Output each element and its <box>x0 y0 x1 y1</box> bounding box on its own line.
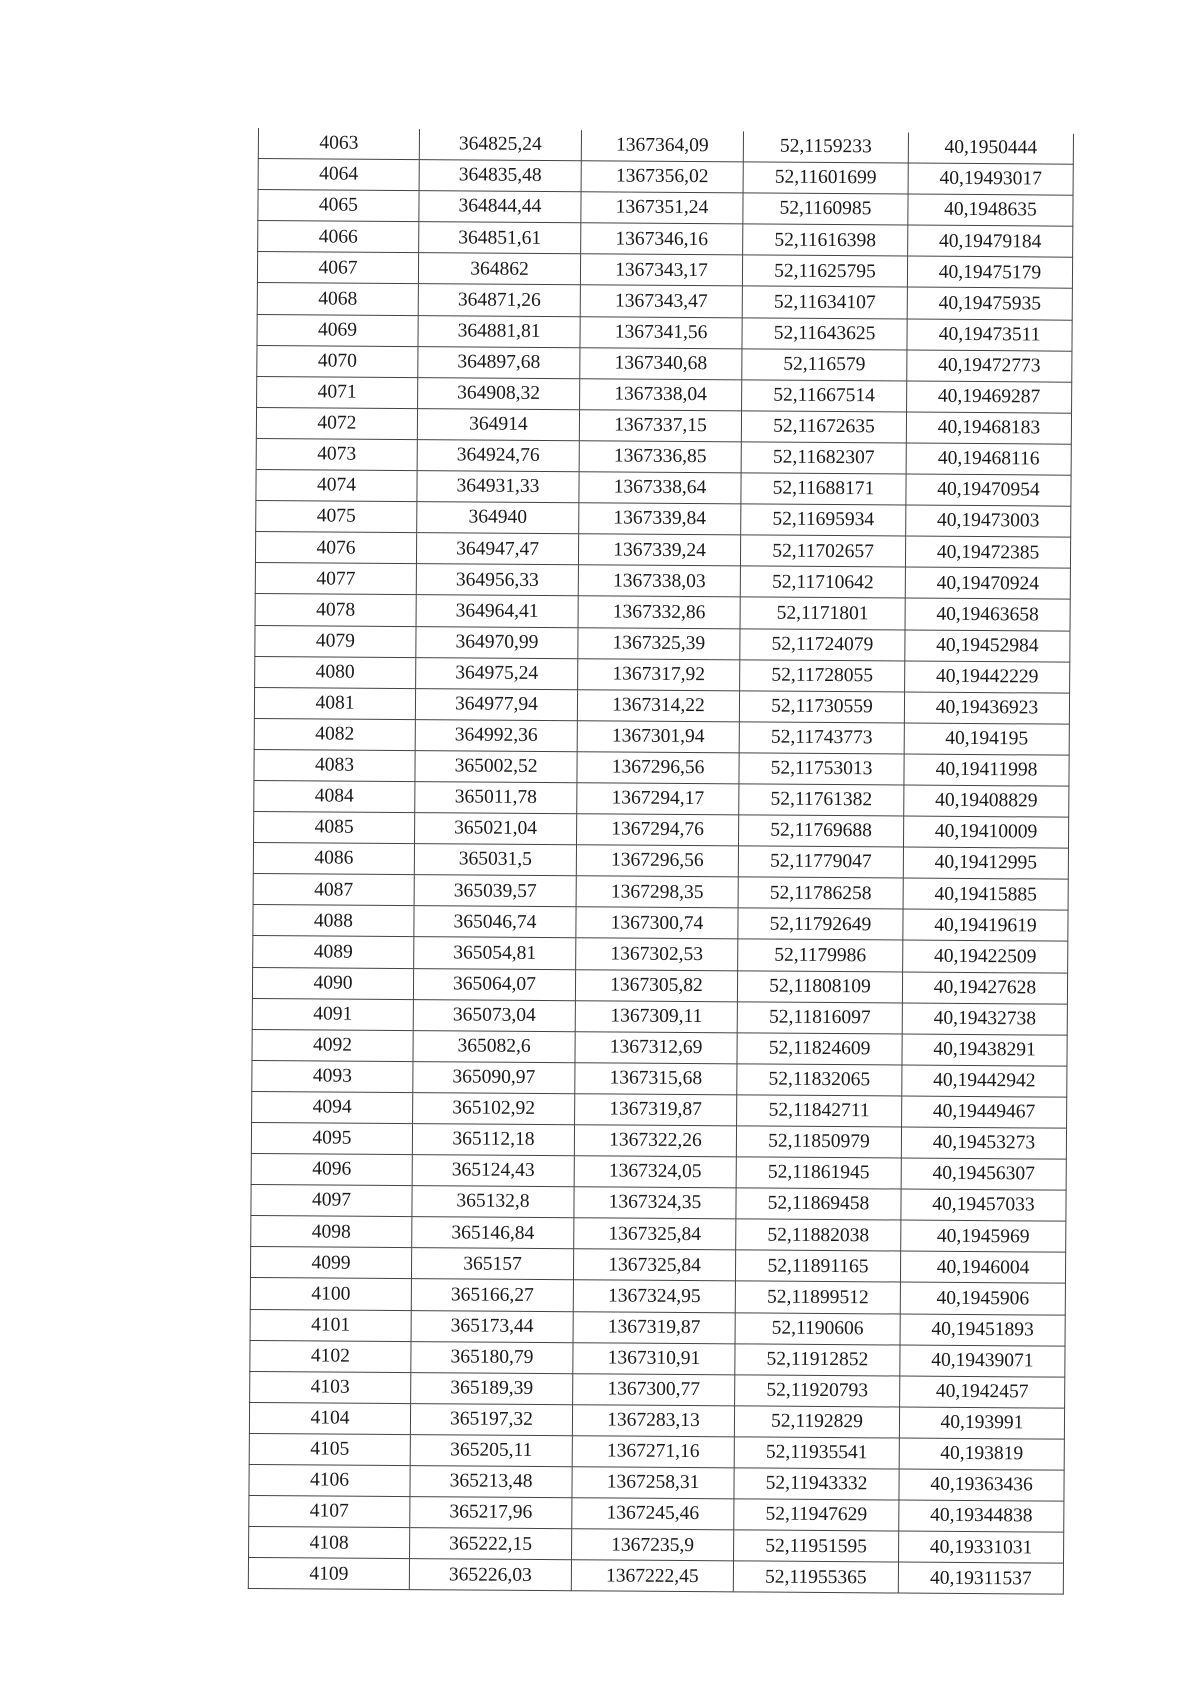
y-coordinate-cell: 1367317,92 <box>578 658 740 690</box>
y-coordinate-cell: 1367319,87 <box>575 1094 737 1126</box>
y-coordinate-cell: 1367324,95 <box>573 1280 735 1312</box>
point-number-cell: 4085 <box>254 812 415 844</box>
latitude-cell: 52,11753013 <box>739 753 904 785</box>
longitude-cell: 40,19493017 <box>908 163 1073 195</box>
latitude-cell: 52,11899512 <box>735 1281 900 1313</box>
longitude-cell: 40,19415885 <box>903 878 1068 910</box>
y-coordinate-cell: 1367356,02 <box>581 161 743 193</box>
point-number-cell: 4095 <box>251 1122 412 1154</box>
latitude-cell: 52,11625795 <box>742 255 907 287</box>
y-coordinate-cell: 1367258,31 <box>572 1467 734 1499</box>
y-coordinate-cell: 1367312,69 <box>575 1031 737 1063</box>
latitude-cell: 52,11842711 <box>737 1095 902 1127</box>
y-coordinate-cell: 1367305,82 <box>575 969 737 1001</box>
x-coordinate-cell: 365217,96 <box>410 1497 572 1529</box>
point-number-cell: 4105 <box>249 1433 410 1465</box>
longitude-cell: 40,19468116 <box>906 443 1071 475</box>
point-number-cell: 4076 <box>255 532 416 564</box>
x-coordinate-cell: 365112,18 <box>412 1124 574 1156</box>
latitude-cell: 52,11728055 <box>740 659 905 691</box>
point-number-cell: 4099 <box>250 1247 411 1279</box>
y-coordinate-cell: 1367341,56 <box>580 316 742 348</box>
x-coordinate-cell: 365082,6 <box>413 1030 575 1062</box>
latitude-cell: 52,11779047 <box>738 846 903 878</box>
longitude-cell: 40,19475935 <box>907 288 1072 320</box>
longitude-cell: 40,19479184 <box>908 225 1073 257</box>
y-coordinate-cell: 1367324,05 <box>574 1156 736 1188</box>
latitude-cell: 52,1160985 <box>743 193 908 225</box>
y-coordinate-cell: 1367336,85 <box>579 441 741 473</box>
x-coordinate-cell: 364970,99 <box>416 626 578 658</box>
latitude-cell: 52,1171801 <box>740 597 905 629</box>
longitude-cell: 40,19456307 <box>901 1158 1066 1190</box>
y-coordinate-cell: 1367325,39 <box>578 627 740 659</box>
coordinates-table <box>248 128 1074 1595</box>
x-coordinate-cell: 365073,04 <box>413 999 575 1031</box>
x-coordinate-cell: 365064,07 <box>413 968 575 1000</box>
point-number-cell: 4074 <box>256 470 417 502</box>
latitude-cell: 52,11634107 <box>742 286 907 318</box>
latitude-cell: 52,11672635 <box>741 411 906 443</box>
latitude-cell: 52,11667514 <box>742 380 907 412</box>
x-coordinate-cell: 365213,48 <box>410 1466 572 1498</box>
longitude-cell: 40,19457033 <box>901 1189 1066 1221</box>
latitude-cell: 52,11724079 <box>740 628 905 660</box>
latitude-cell: 52,11891165 <box>735 1250 900 1282</box>
point-number-cell: 4077 <box>255 563 416 595</box>
latitude-cell: 52,1179986 <box>738 939 903 971</box>
point-number-cell: 4090 <box>252 967 413 999</box>
y-coordinate-cell: 1367322,26 <box>574 1125 736 1157</box>
longitude-cell: 40,193819 <box>899 1438 1064 1470</box>
x-coordinate-cell: 365124,43 <box>412 1155 574 1187</box>
point-number-cell: 4100 <box>250 1278 411 1310</box>
y-coordinate-cell: 1367235,9 <box>572 1529 734 1561</box>
longitude-cell: 40,19472773 <box>907 350 1072 382</box>
latitude-cell: 52,11688171 <box>741 473 906 505</box>
longitude-cell: 40,19363436 <box>899 1469 1064 1501</box>
y-coordinate-cell: 1367245,46 <box>572 1498 734 1530</box>
point-number-cell: 4064 <box>258 159 419 191</box>
latitude-cell: 52,11643625 <box>742 317 907 349</box>
latitude-cell: 52,11769688 <box>738 815 903 847</box>
x-coordinate-cell: 365197,32 <box>410 1403 572 1435</box>
x-coordinate-cell: 365226,03 <box>409 1559 571 1591</box>
latitude-cell: 52,11935541 <box>734 1437 899 1469</box>
point-number-cell: 4107 <box>249 1496 410 1528</box>
latitude-cell: 52,11695934 <box>741 504 906 536</box>
longitude-cell: 40,19473003 <box>906 505 1071 537</box>
point-number-cell: 4106 <box>249 1465 410 1497</box>
latitude-cell: 52,11730559 <box>739 691 904 723</box>
latitude-cell: 52,11920793 <box>735 1375 900 1407</box>
longitude-cell: 40,19436923 <box>904 692 1069 724</box>
longitude-cell: 40,19472385 <box>905 536 1070 568</box>
latitude-cell: 52,1159233 <box>743 131 908 163</box>
y-coordinate-cell: 1367338,64 <box>579 472 741 504</box>
table-row <box>248 1558 1063 1595</box>
x-coordinate-cell: 365054,81 <box>414 937 576 969</box>
y-coordinate-cell: 1367343,17 <box>580 254 742 286</box>
x-coordinate-cell: 365021,04 <box>415 813 577 845</box>
longitude-cell: 40,19410009 <box>903 816 1068 848</box>
point-number-cell: 4084 <box>254 780 415 812</box>
point-number-cell: 4088 <box>253 905 414 937</box>
x-coordinate-cell: 365132,8 <box>412 1186 574 1218</box>
x-coordinate-cell: 365189,39 <box>411 1372 573 1404</box>
longitude-cell: 40,19438291 <box>902 1034 1067 1066</box>
latitude-cell: 52,11786258 <box>738 877 903 909</box>
x-coordinate-cell: 364897,68 <box>418 346 580 378</box>
y-coordinate-cell: 1367294,76 <box>577 814 739 846</box>
x-coordinate-cell: 364975,24 <box>416 657 578 689</box>
point-number-cell: 4108 <box>249 1527 410 1559</box>
point-number-cell: 4104 <box>249 1402 410 1434</box>
longitude-cell: 40,1950444 <box>908 133 1073 165</box>
longitude-cell: 40,19439071 <box>900 1345 1065 1377</box>
point-number-cell: 4071 <box>257 376 418 408</box>
longitude-cell: 40,19422509 <box>903 940 1068 972</box>
document-page <box>248 128 1068 1595</box>
x-coordinate-cell: 365146,84 <box>412 1217 574 1249</box>
latitude-cell: 52,11702657 <box>740 535 905 567</box>
latitude-cell: 52,11869458 <box>736 1188 901 1220</box>
point-number-cell: 4066 <box>258 221 419 253</box>
point-number-cell: 4096 <box>251 1154 412 1186</box>
latitude-cell: 52,11743773 <box>739 722 904 754</box>
x-coordinate-cell: 365002,52 <box>415 750 577 782</box>
longitude-cell: 40,1946004 <box>900 1251 1065 1283</box>
x-coordinate-cell: 364947,47 <box>416 533 578 565</box>
y-coordinate-cell: 1367339,24 <box>578 534 740 566</box>
longitude-cell: 40,194195 <box>904 723 1069 755</box>
longitude-cell: 40,19408829 <box>904 785 1069 817</box>
latitude-cell: 52,11792649 <box>738 908 903 940</box>
point-number-cell: 4103 <box>250 1371 411 1403</box>
latitude-cell: 52,11955365 <box>733 1561 898 1593</box>
latitude-cell: 52,11761382 <box>739 784 904 816</box>
x-coordinate-cell: 365011,78 <box>415 782 577 814</box>
point-number-cell: 4086 <box>253 843 414 875</box>
longitude-cell: 40,19452984 <box>905 630 1070 662</box>
longitude-cell: 40,19463658 <box>905 598 1070 630</box>
y-coordinate-cell: 1367309,11 <box>575 1000 737 1032</box>
longitude-cell: 40,1942457 <box>900 1376 1065 1408</box>
point-number-cell: 4081 <box>254 687 415 719</box>
y-coordinate-cell: 1367283,13 <box>572 1405 734 1437</box>
x-coordinate-cell: 364844,44 <box>419 191 581 223</box>
x-coordinate-cell: 365046,74 <box>414 906 576 938</box>
y-coordinate-cell: 1367222,45 <box>571 1560 733 1592</box>
y-coordinate-cell: 1367338,04 <box>580 379 742 411</box>
point-number-cell: 4078 <box>255 594 416 626</box>
y-coordinate-cell: 1367302,53 <box>576 938 738 970</box>
point-number-cell: 4079 <box>255 625 416 657</box>
x-coordinate-cell: 364881,81 <box>418 315 580 347</box>
y-coordinate-cell: 1367343,47 <box>580 285 742 317</box>
x-coordinate-cell: 364914 <box>417 408 579 440</box>
x-coordinate-cell: 365102,92 <box>413 1093 575 1125</box>
x-coordinate-cell: 365090,97 <box>413 1061 575 1093</box>
x-coordinate-cell: 365180,79 <box>411 1341 573 1373</box>
longitude-cell: 40,19442229 <box>905 661 1070 693</box>
y-coordinate-cell: 1367314,22 <box>577 689 739 721</box>
coordinates-table-body <box>248 128 1073 1595</box>
latitude-cell: 52,11816097 <box>737 1001 902 1033</box>
longitude-cell: 40,19451893 <box>900 1314 1065 1346</box>
point-number-cell: 4087 <box>253 874 414 906</box>
y-coordinate-cell: 1367364,09 <box>581 130 743 162</box>
longitude-cell: 40,19470924 <box>905 567 1070 599</box>
longitude-cell: 40,19331031 <box>899 1531 1064 1563</box>
longitude-cell: 40,19453273 <box>901 1127 1066 1159</box>
x-coordinate-cell: 364924,76 <box>417 440 579 472</box>
y-coordinate-cell: 1367315,68 <box>575 1063 737 1095</box>
point-number-cell: 4070 <box>257 345 418 377</box>
point-number-cell: 4092 <box>252 1029 413 1061</box>
x-coordinate-cell: 364940 <box>417 502 579 534</box>
latitude-cell: 52,11850979 <box>736 1126 901 1158</box>
x-coordinate-cell: 364862 <box>418 253 580 285</box>
x-coordinate-cell: 364977,94 <box>415 688 577 720</box>
latitude-cell: 52,11808109 <box>737 970 902 1002</box>
point-number-cell: 4098 <box>251 1216 412 1248</box>
longitude-cell: 40,1945906 <box>900 1282 1065 1314</box>
latitude-cell: 52,11616398 <box>743 224 908 256</box>
y-coordinate-cell: 1367346,16 <box>581 223 743 255</box>
point-number-cell: 4075 <box>256 501 417 533</box>
y-coordinate-cell: 1367298,35 <box>576 876 738 908</box>
longitude-cell: 40,19427628 <box>902 972 1067 1004</box>
longitude-cell: 40,19442942 <box>902 1065 1067 1097</box>
x-coordinate-cell: 364956,33 <box>416 564 578 596</box>
latitude-cell: 52,1192829 <box>734 1406 899 1438</box>
longitude-cell: 40,19470954 <box>906 474 1071 506</box>
y-coordinate-cell: 1367319,87 <box>573 1311 735 1343</box>
y-coordinate-cell: 1367294,17 <box>577 783 739 815</box>
point-number-cell: 4109 <box>248 1558 409 1590</box>
point-number-cell: 4067 <box>257 252 418 284</box>
point-number-cell: 4101 <box>250 1309 411 1341</box>
y-coordinate-cell: 1367325,84 <box>573 1249 735 1281</box>
y-coordinate-cell: 1367332,86 <box>578 596 740 628</box>
x-coordinate-cell: 365205,11 <box>410 1435 572 1467</box>
latitude-cell: 52,11861945 <box>736 1157 901 1189</box>
latitude-cell: 52,11832065 <box>737 1064 902 1096</box>
y-coordinate-cell: 1367300,77 <box>573 1373 735 1405</box>
longitude-cell: 40,19411998 <box>904 754 1069 786</box>
point-number-cell: 4083 <box>254 749 415 781</box>
y-coordinate-cell: 1367296,56 <box>577 752 739 784</box>
point-number-cell: 4091 <box>252 998 413 1030</box>
longitude-cell: 40,1948635 <box>908 194 1073 226</box>
x-coordinate-cell: 365157 <box>411 1248 573 1280</box>
longitude-cell: 40,19311537 <box>898 1562 1063 1594</box>
point-number-cell: 4063 <box>258 128 419 160</box>
latitude-cell: 52,11824609 <box>737 1033 902 1065</box>
x-coordinate-cell: 364992,36 <box>415 719 577 751</box>
point-number-cell: 4068 <box>257 283 418 315</box>
x-coordinate-cell: 364835,48 <box>419 160 581 192</box>
latitude-cell: 52,11710642 <box>740 566 905 598</box>
longitude-cell: 40,1945969 <box>901 1220 1066 1252</box>
point-number-cell: 4069 <box>257 314 418 346</box>
latitude-cell: 52,11947629 <box>734 1499 899 1531</box>
longitude-cell: 40,19432738 <box>902 1003 1067 1035</box>
longitude-cell: 40,19469287 <box>907 381 1072 413</box>
x-coordinate-cell: 364964,41 <box>416 595 578 627</box>
longitude-cell: 40,19344838 <box>899 1500 1064 1532</box>
point-number-cell: 4065 <box>258 190 419 222</box>
point-number-cell: 4073 <box>256 438 417 470</box>
latitude-cell: 52,11882038 <box>736 1219 901 1251</box>
latitude-cell: 52,11951595 <box>734 1530 899 1562</box>
x-coordinate-cell: 365222,15 <box>410 1528 572 1560</box>
longitude-cell: 40,19468183 <box>906 412 1071 444</box>
point-number-cell: 4093 <box>252 1060 413 1092</box>
point-number-cell: 4094 <box>252 1091 413 1123</box>
point-number-cell: 4072 <box>256 407 417 439</box>
y-coordinate-cell: 1367300,74 <box>576 907 738 939</box>
latitude-cell: 52,116579 <box>742 349 907 381</box>
longitude-cell: 40,19419619 <box>903 909 1068 941</box>
y-coordinate-cell: 1367351,24 <box>581 192 743 224</box>
latitude-cell: 52,11943332 <box>734 1468 899 1500</box>
longitude-cell: 40,19475179 <box>907 256 1072 288</box>
y-coordinate-cell: 1367310,91 <box>573 1342 735 1374</box>
x-coordinate-cell: 364931,33 <box>417 471 579 503</box>
x-coordinate-cell: 365166,27 <box>411 1279 573 1311</box>
point-number-cell: 4089 <box>253 936 414 968</box>
y-coordinate-cell: 1367324,35 <box>574 1187 736 1219</box>
longitude-cell: 40,19412995 <box>903 847 1068 879</box>
latitude-cell: 52,11912852 <box>735 1344 900 1376</box>
x-coordinate-cell: 364851,61 <box>419 222 581 254</box>
longitude-cell: 40,193991 <box>899 1407 1064 1439</box>
x-coordinate-cell: 365039,57 <box>414 875 576 907</box>
y-coordinate-cell: 1367325,84 <box>574 1218 736 1250</box>
point-number-cell: 4097 <box>251 1185 412 1217</box>
x-coordinate-cell: 365173,44 <box>411 1310 573 1342</box>
y-coordinate-cell: 1367339,84 <box>579 503 741 535</box>
point-number-cell: 4080 <box>255 656 416 688</box>
longitude-cell: 40,19449467 <box>902 1096 1067 1128</box>
y-coordinate-cell: 1367296,56 <box>576 845 738 877</box>
longitude-cell: 40,19473511 <box>907 319 1072 351</box>
x-coordinate-cell: 364908,32 <box>418 377 580 409</box>
point-number-cell: 4082 <box>254 718 415 750</box>
latitude-cell: 52,1190606 <box>735 1312 900 1344</box>
latitude-cell: 52,11601699 <box>743 162 908 194</box>
point-number-cell: 4102 <box>250 1340 411 1372</box>
y-coordinate-cell: 1367301,94 <box>577 721 739 753</box>
y-coordinate-cell: 1367337,15 <box>579 410 741 442</box>
x-coordinate-cell: 364825,24 <box>419 129 581 161</box>
x-coordinate-cell: 365031,5 <box>414 844 576 876</box>
y-coordinate-cell: 1367340,68 <box>580 347 742 379</box>
y-coordinate-cell: 1367338,03 <box>578 565 740 597</box>
y-coordinate-cell: 1367271,16 <box>572 1436 734 1468</box>
x-coordinate-cell: 364871,26 <box>418 284 580 316</box>
latitude-cell: 52,11682307 <box>741 442 906 474</box>
